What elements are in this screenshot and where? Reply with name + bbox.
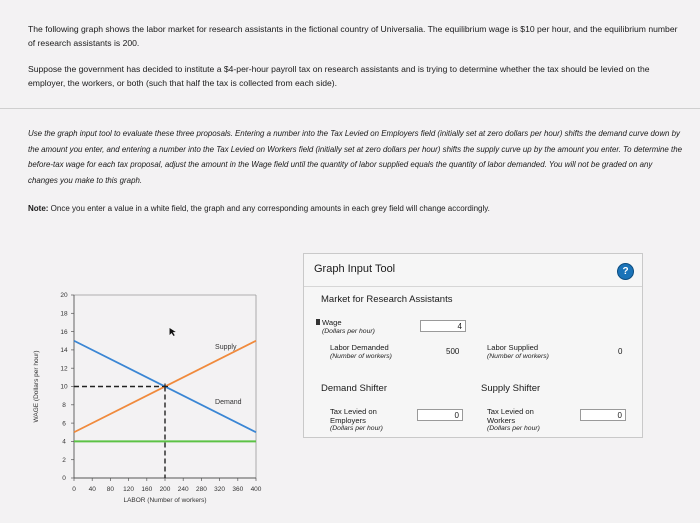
labor-demanded-label-text: Labor Demanded bbox=[330, 343, 389, 352]
demand-shifter-title: Demand Shifter bbox=[321, 383, 388, 394]
note bbox=[28, 204, 683, 213]
help-icon[interactable]: ? bbox=[617, 263, 634, 280]
tax-employers-label bbox=[330, 408, 392, 434]
cursor-icon bbox=[170, 328, 176, 336]
tax-employers-sub: (Dollars per hour) bbox=[330, 425, 383, 432]
tax-workers-label-text: Tax Levied on Workers bbox=[487, 407, 534, 425]
x-tick-label: 80 bbox=[106, 486, 115, 493]
instructions-text: Use the graph input tool to evaluate these three proposals. Entering a number into the Tax Levied on Employers field (initially set at zero dollars per hour) shifts the demand curve down by the amount you enter, and entering a number into the Tax Levied on Workers field (initially set at zero dollars per hour) shifts the supply curve up by the amount you enter. To determine the before-tax wage for each tax proposal, adjust the amount in the Wage field until the quantity of labor supplied equals the quantity of labor demanded. You will not be graded on any changes you make to this graph. bbox=[28, 129, 682, 185]
x-tick-label: 400 bbox=[250, 486, 262, 493]
x-tick-label: 360 bbox=[232, 486, 244, 493]
intro-paragraph-1: The following graph shows the labor market for research assistants in the fictional country of Universalia. The equilibrium wage is $10 per hour, and the equilibrium number of research assistants is 200. bbox=[28, 24, 678, 48]
labor-demanded-label bbox=[330, 344, 392, 361]
y-tick-label: 18 bbox=[60, 310, 68, 318]
x-tick-label: 200 bbox=[159, 486, 171, 493]
labor-supplied-label bbox=[487, 344, 549, 361]
graph-input-tool bbox=[303, 253, 643, 438]
labor-supplied-label-text: Labor Supplied bbox=[487, 343, 539, 352]
y-tick-label: 14 bbox=[60, 347, 68, 355]
y-tick-label: 8 bbox=[62, 402, 66, 409]
market-title: Market for Research Assistants bbox=[321, 294, 453, 305]
tax-employers-label-text: Tax Levied on Employers bbox=[330, 407, 377, 425]
x-axis-label: LABOR (Number of workers) bbox=[123, 497, 207, 504]
tax-workers-input[interactable]: 0 bbox=[580, 409, 626, 421]
x-tick-label: 160 bbox=[141, 486, 153, 493]
y-tick-label: 16 bbox=[60, 328, 68, 336]
x-tick-label: 0 bbox=[72, 486, 76, 493]
tax-workers-label bbox=[487, 408, 551, 434]
note-label: Note: bbox=[28, 204, 49, 213]
y-tick-label: 0 bbox=[62, 475, 66, 483]
supply-label: Supply bbox=[215, 343, 237, 351]
x-tick-label: 40 bbox=[88, 486, 96, 493]
intro-paragraph-2: Suppose the government has decided to institute a $4-per-hour payroll tax on research assistants and is trying to determine whether the tax should be levied on the employer, the workers, or both (such that half the tax is collected from each side). bbox=[28, 64, 650, 88]
demand-label: Demand bbox=[215, 398, 242, 406]
labor-demanded-value: 500 bbox=[446, 347, 460, 356]
x-tick-label: 120 bbox=[123, 486, 135, 493]
supply-shifter-title: Supply Shifter bbox=[481, 383, 541, 394]
y-axis-label: WAGE (Dollars per hour) bbox=[33, 350, 40, 423]
y-tick-label: 12 bbox=[60, 365, 68, 373]
intro-text bbox=[28, 22, 678, 90]
wage-input[interactable]: 4 bbox=[420, 320, 466, 332]
tool-divider bbox=[304, 286, 642, 287]
y-tick-label: 6 bbox=[62, 420, 66, 428]
tool-title: Graph Input Tool bbox=[314, 263, 396, 275]
y-tick-label: 10 bbox=[60, 383, 68, 391]
wage-label-text: Wage bbox=[322, 318, 342, 327]
divider bbox=[0, 108, 700, 109]
wage-label bbox=[316, 319, 375, 336]
y-tick-label: 2 bbox=[62, 456, 66, 464]
y-tick-label: 20 bbox=[60, 292, 68, 300]
labor-demanded-sub: (Number of workers) bbox=[330, 352, 392, 360]
labor-supplied-value: 0 bbox=[618, 347, 623, 356]
x-tick-label: 320 bbox=[214, 486, 226, 493]
x-tick-label: 240 bbox=[177, 486, 189, 493]
x-tick-label: 280 bbox=[195, 486, 207, 493]
labor-market-chart[interactable] bbox=[22, 280, 282, 520]
wage-bullet-icon bbox=[316, 319, 320, 325]
y-tick-label: 4 bbox=[62, 438, 66, 446]
tax-workers-sub: (Dollars per hour) bbox=[487, 425, 540, 432]
wage-sub: (Dollars per hour) bbox=[322, 327, 375, 335]
labor-supplied-sub: (Number of workers) bbox=[487, 352, 549, 360]
note-text: Once you enter a value in a white field, the graph and any corresponding amounts in each grey field will change accordingly. bbox=[48, 204, 490, 213]
tax-employers-input[interactable]: 0 bbox=[417, 409, 463, 421]
